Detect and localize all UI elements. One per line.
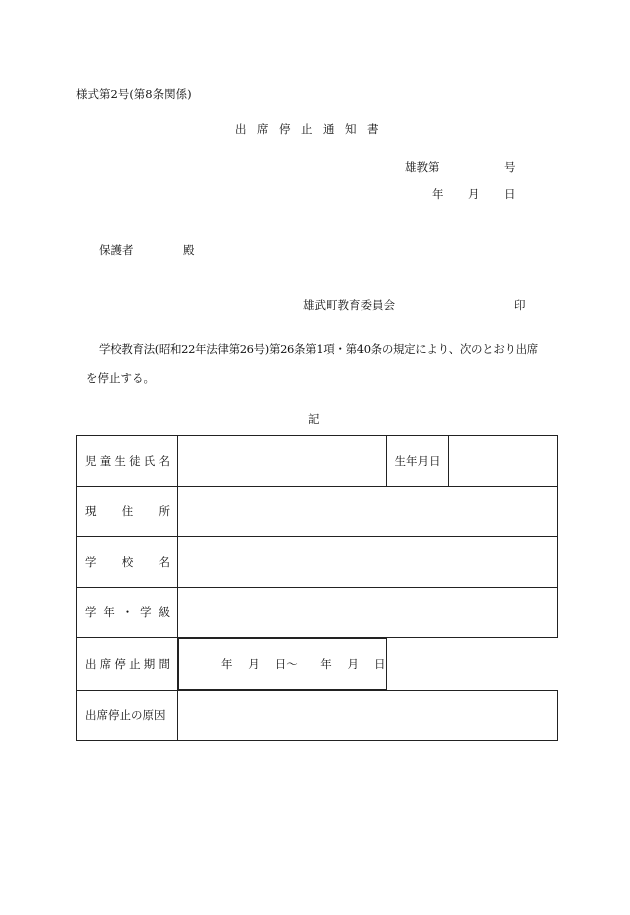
period-year-start: 年 bbox=[221, 656, 233, 671]
addressee-honorific: 殿 bbox=[183, 243, 195, 257]
document-title bbox=[235, 122, 381, 136]
table-row bbox=[77, 486, 558, 537]
suspension-reason-label: 出席停止の原因 bbox=[77, 690, 178, 741]
period-month-start: 月 bbox=[248, 656, 260, 671]
birthdate-label: 生年月日 bbox=[387, 436, 449, 487]
title-char: 止 bbox=[301, 122, 313, 136]
table-row bbox=[77, 690, 558, 741]
title-char: 停 bbox=[279, 122, 291, 136]
addressee-label: 保護者 bbox=[99, 243, 134, 257]
title-char: 知 bbox=[345, 122, 357, 136]
period-day-end: 日 bbox=[374, 656, 386, 671]
table-row bbox=[77, 436, 558, 487]
seal-mark: 印 bbox=[514, 298, 526, 312]
period-year-end: 年 bbox=[320, 656, 332, 671]
title-char: 席 bbox=[257, 122, 269, 136]
period-month-end: 月 bbox=[347, 656, 359, 671]
table-row bbox=[77, 587, 558, 638]
title-char: 書 bbox=[367, 122, 379, 136]
date-month: 月 bbox=[468, 187, 480, 201]
student-name-value[interactable] bbox=[178, 436, 387, 487]
table-row bbox=[77, 638, 558, 691]
title-char: 出 bbox=[235, 122, 247, 136]
suspension-reason-value[interactable] bbox=[178, 690, 558, 741]
date-day: 日 bbox=[504, 187, 516, 201]
school-name-value[interactable] bbox=[178, 537, 558, 588]
school-name-label: 学 校 名 bbox=[77, 537, 178, 588]
body-text-line2: を停止する。 bbox=[86, 371, 155, 385]
issuer-name: 雄武町教育委員会 bbox=[303, 298, 395, 312]
doc-number-suffix: 号 bbox=[504, 160, 516, 174]
birthdate-value[interactable] bbox=[449, 436, 558, 487]
period-day-start: 日〜 bbox=[274, 656, 298, 671]
form-number: 様式第2号(第8条関係) bbox=[76, 87, 192, 101]
student-name-label: 児 童 生 徒 氏 名 bbox=[77, 436, 178, 487]
suspension-period-value[interactable] bbox=[178, 638, 387, 690]
suspension-period-label: 出 席 停 止 期 間 bbox=[77, 638, 178, 691]
grade-class-label: 学 年 ・ 学 級 bbox=[77, 587, 178, 638]
body-text-line1: 学校教育法(昭和22年法律第26号)第26条第1項・第40条の規定により、次のとおり出席 bbox=[99, 342, 538, 356]
ki-heading: 記 bbox=[308, 412, 320, 426]
table-row bbox=[77, 537, 558, 588]
address-label: 現 住 所 bbox=[77, 486, 178, 537]
address-value[interactable] bbox=[178, 486, 558, 537]
doc-number-prefix: 雄教第 bbox=[405, 160, 440, 174]
grade-class-value[interactable] bbox=[178, 587, 558, 638]
date-year: 年 bbox=[432, 187, 444, 201]
title-char: 通 bbox=[323, 122, 335, 136]
student-info-table bbox=[76, 435, 558, 741]
